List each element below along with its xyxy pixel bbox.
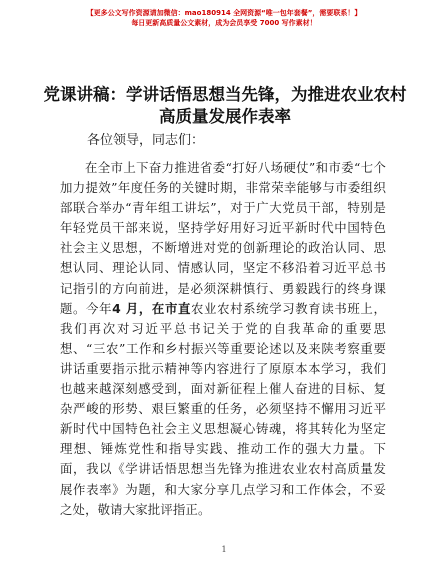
- body-text-part-1: 在全市上下奋力推进省委“打好八场硬仗”和市委“七个加力提效”年度任务的关键时期，非常荣幸能够与市委组织部联合举办“青年组工讲坛”，对于广大党员干部，特别是年轻党员干部来说，坚持学好用好习近平新时代中国特色社会主义思想，不断增进对党的创新理论的政治认同、思想认同、理论认同、情感认同，坚定不移沿着习近平总书记指引的方向前进，是必须深耕慎行、勇毅践行的终身课题。今年: [60, 160, 386, 316]
- document-title: 党课讲稿：学讲话悟思想当先锋，为推进农业农村高质量发展作表率: [43, 85, 407, 126]
- promo-line-1: 【更多公文写作资源请加微信：mao180914 全网资源“唯一包年套餐”，需要联系！】: [86, 9, 362, 17]
- promo-line-2: 每日更新高质量公文素材，成为会员享受 7000 写作素材！: [131, 19, 317, 27]
- page-number: 1: [221, 545, 227, 554]
- body-text-part-2: 农业农村系统学习教育读书班上，我们再次对习近平总书记关于党的自我革命的重要思想、“三农”工作和乡村振兴等重要论述以及来陕考察重要讲话重要指示批示精神等内容进行了原原本本学习，我们也越来越深刻感受到，面对新征程上催人奋进的目标、复杂严峻的形势、艰巨繁重的任务，必须坚持不懈用习近平新时代中国特色社会主义思想凝心铸魂，将其转化为坚定理想、锤炼党性和指导实践、推动工作的强大力量。下面，我以《学讲话悟思想当先锋为推进农业农村高质量发展作表率》为题，和大家分享几点学习和工作体会，不妥之处，敬请大家批评指正。: [60, 300, 386, 517]
- promo-banner: [0, 8, 448, 28]
- body-text-emphasis: 4 月，在市直: [112, 300, 192, 316]
- body-paragraph: [60, 158, 386, 520]
- greeting: 各位领导，同志们：: [87, 133, 205, 148]
